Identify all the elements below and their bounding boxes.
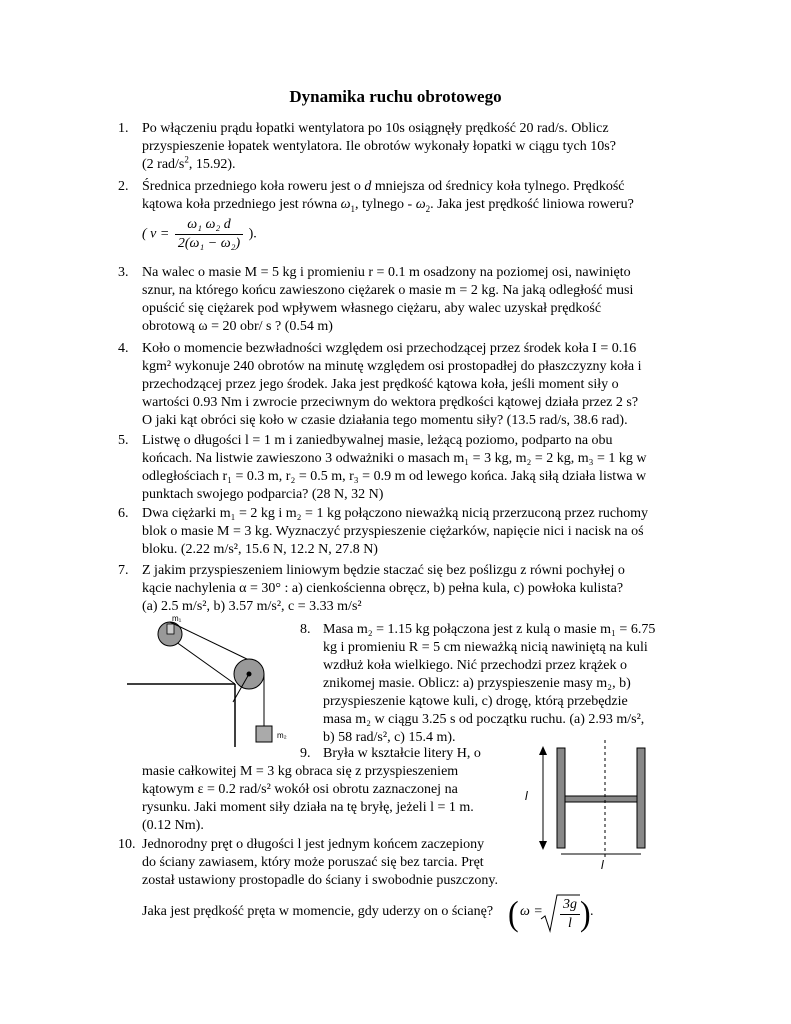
problem-1-line: Po włączeniu prądu łopatki wentylatora po 10s osiągnęły prędkość 20 rad/s. Oblicz — [142, 121, 609, 136]
problem-1-number: 1. — [118, 121, 129, 136]
problem-6-line: Dwa ciężarki m₁ = 2 kg i m₂ = 1 kg połączono nieważką nicią przerzuconą przez ruchomy — [142, 506, 649, 521]
problem-3-line: opuścić się ciężarek pod wpływem własnego ciężaru, aby walec uzyskał prędkość — [142, 301, 602, 316]
problem-6-line: blok o masie M = 3 kg. Wyznaczyć przyspieszenie ciężarków, napięcie nici i nacisk na oś — [142, 524, 644, 539]
formula-period: . — [590, 904, 594, 919]
problem-3-number: 3. — [118, 265, 129, 280]
problem-9-line: (0.12 Nm). — [142, 818, 204, 833]
problem-4-text — [142, 340, 682, 430]
problem-8-line: masa m₂ w ciągu 3.25 s od początku ruchu. (a) 2.93 m/s², — [323, 712, 645, 727]
problem-5-line: odległościach r₁ = 0.3 m, r₂ = 0.5 m, r₃ = 0.9 m od lewego końca. Jaką siłą działa listwa w — [142, 469, 647, 484]
problem-9-line: masie całkowitej M = 3 kg obraca się z przyspieszeniem — [142, 764, 459, 779]
problem-6-number: 6. — [118, 506, 129, 521]
problem-9-number: 9. — [300, 746, 311, 761]
problem-4-line: O jaki kąt obróci się koło w czasie działania tego momentu siły? (13.5 rad/s, 38.6 rad). — [142, 413, 628, 428]
problem-5-number: 5. — [118, 433, 129, 448]
problem-4-line: wartości 0.93 Nm i zwrocie przeciwnym do wektora prędkości kątowej działa przez 2 s? — [142, 395, 639, 410]
formula-omega: ω = — [520, 904, 543, 919]
problem-8-line: przyspieszenie kątowe kuli, c) drogę, którą przebędzie — [323, 694, 628, 709]
ball-mount — [167, 624, 174, 634]
problem-2-number: 2. — [118, 179, 129, 194]
page-title: Dynamika ruchu obrotowego — [289, 87, 502, 106]
problem-2-line: Średnica przedniego koła roweru jest o d mniejsza od średnicy koła tylnego. Prędkość — [142, 179, 625, 194]
problem-7-line: Z jakim przyspieszeniem liniowym będzie staczać się bez poślizgu z równi pochyłej o — [142, 563, 625, 578]
problem-9-text — [142, 763, 522, 835]
problem-2-formula: ( v = $\frac{\text{ω₁ ω₂ d}}{\text{2(ω₁ − ω₂)}}$ ). — [142, 217, 257, 251]
problem-7-text — [142, 562, 682, 616]
problem-4-line: Koło o momencie bezwładności względem osi przechodzącej przez środek koła I = 0.16 — [142, 341, 637, 356]
pulley-system-figure — [125, 612, 285, 752]
problem-8-line: Masa m₂ = 1.15 kg połączona jest z kulą o masie m₁ = 6.75 — [323, 622, 656, 637]
problem-10-line: został ustawiony prostopadle do ściany i swobodnie puszczony. — [142, 873, 499, 888]
problem-7-number: 7. — [118, 563, 129, 578]
label-l-vertical: l — [525, 789, 528, 803]
problem-7-line: (a) 2.5 m/s², b) 3.57 m/s², c = 3.33 m/s² — [142, 599, 362, 614]
left-paren: ( — [508, 893, 519, 933]
problem-8-line: kg i promieniu R = 5 cm nieważką nicią nawiniętą na kuli — [323, 640, 648, 655]
problem-9-line: Bryła w kształcie litery H, o — [323, 746, 481, 761]
problem-3-line: Na walec o masie M = 5 kg i promieniu r = 0.1 m osadzony na poziomej osi, nawinięto — [142, 265, 631, 280]
problem-10-question-text: Jaka jest prędkość pręta w momencie, gdy uderzy on o ścianę? — [142, 904, 494, 919]
problem-4-number: 4. — [118, 341, 129, 356]
problem-9-line: kątowym ε = 0.2 rad/s² wokół osi obrotu zaznaczonej na — [142, 782, 458, 797]
label-m2: m₂ — [277, 731, 287, 740]
problem-5-line: punktach swojego podparcia? (28 N, 32 N) — [142, 487, 384, 502]
label-l-horizontal: l — [601, 858, 604, 872]
problem-2-line: kątowa koła przedniego jest równa $\omega_1$, tylnego - $\omega_2$. Jaka jest prędkość liniowa roweru? — [142, 197, 634, 214]
problem-5-line: końcach. Na listwie zawieszono 3 odważniki o masach m₁ = 3 kg, m₂ = 2 kg, m₃ = 1 kg w — [142, 451, 647, 466]
sqrt-fraction: $\frac{3g}{l}$ — [560, 896, 580, 933]
problem-6-line: bloku. (2.22 m/s², 15.6 N, 12.2 N, 27.8 N) — [142, 542, 378, 557]
problem-1-line: przyspieszenie łopatek wentylatora. Ile obrotów wykonały łopatki w ciągu tych 10s? — [142, 139, 616, 154]
problem-6-text — [142, 505, 682, 559]
problem-8-line: b) 58 rad/s², c) 15.4 m). — [323, 730, 456, 745]
problem-2-text — [142, 178, 682, 253]
problem-1-answer: (2 rad/$s^2$, 15.92). — [142, 154, 236, 172]
mass-m2-block — [256, 726, 272, 742]
problem-10-text — [142, 836, 542, 890]
problem-9-line: rysunku. Jaki moment siły działa na tę bryłę, jeżeli l = 1 m. — [142, 800, 474, 815]
problem-5-line: Listwę o długości l = 1 m i zaniedbywalnej masie, leżącą poziomo, podparto na obu — [142, 433, 613, 448]
problem-8-number: 8. — [300, 622, 311, 637]
h-right-bar — [637, 748, 645, 848]
h-left-bar — [557, 748, 565, 848]
problem-1-text — [142, 120, 682, 174]
problem-10-question — [142, 893, 662, 937]
problem-7-line: kącie nachylenia α = 30° : a) cienkościenna obręcz, b) pełna kula, c) powłoka kulista? — [142, 581, 624, 596]
problem-3-text — [142, 264, 682, 336]
problem-4-line: przechodzącej przez jego środek. Jaka jest prędkość kątowa koła, jeśli moment siły o — [142, 377, 619, 392]
problem-8-text — [323, 621, 683, 747]
right-paren: ) — [580, 893, 591, 933]
problem-9-first-line — [323, 745, 523, 763]
h-crossbar — [565, 796, 637, 802]
problem-3-line: sznur, na którego końcu zawieszono ciężarek o masie m = 2 kg. Na jaką odległość musi — [142, 283, 634, 298]
string-top — [170, 622, 251, 661]
problem-10-line: Jednorodny pręt o długości l jest jednym końcem zaczepiony — [142, 837, 485, 852]
formula-fraction: $\frac{\text{ω₁ ω₂ d}}{\text{2(ω₁ − ω₂)}}$ — [175, 216, 243, 253]
problem-10-line: do ściany zawiasem, który może poruszać się bez tarcia. Pręt — [142, 855, 484, 870]
problem-10-number: 10. — [118, 837, 136, 852]
problem-4-line: kgm² wykonuje 240 obrotów na minutę względem osi prostopadłej do płaszczyzny koła i — [142, 359, 642, 374]
problem-3-line: obrotową ω = 20 obr/ s ? (0.54 m) — [142, 319, 333, 334]
problem-8-line: znikomej masie. Oblicz: a) przyspieszenie masy m₂, b) — [323, 676, 631, 691]
label-m1: m₁ — [172, 614, 182, 623]
arrow-up-icon — [539, 746, 547, 755]
problem-5-text — [142, 432, 682, 504]
problem-8-line: wzdłuż koła wielkiego. Nić przechodzi przez krążek o — [323, 658, 627, 673]
